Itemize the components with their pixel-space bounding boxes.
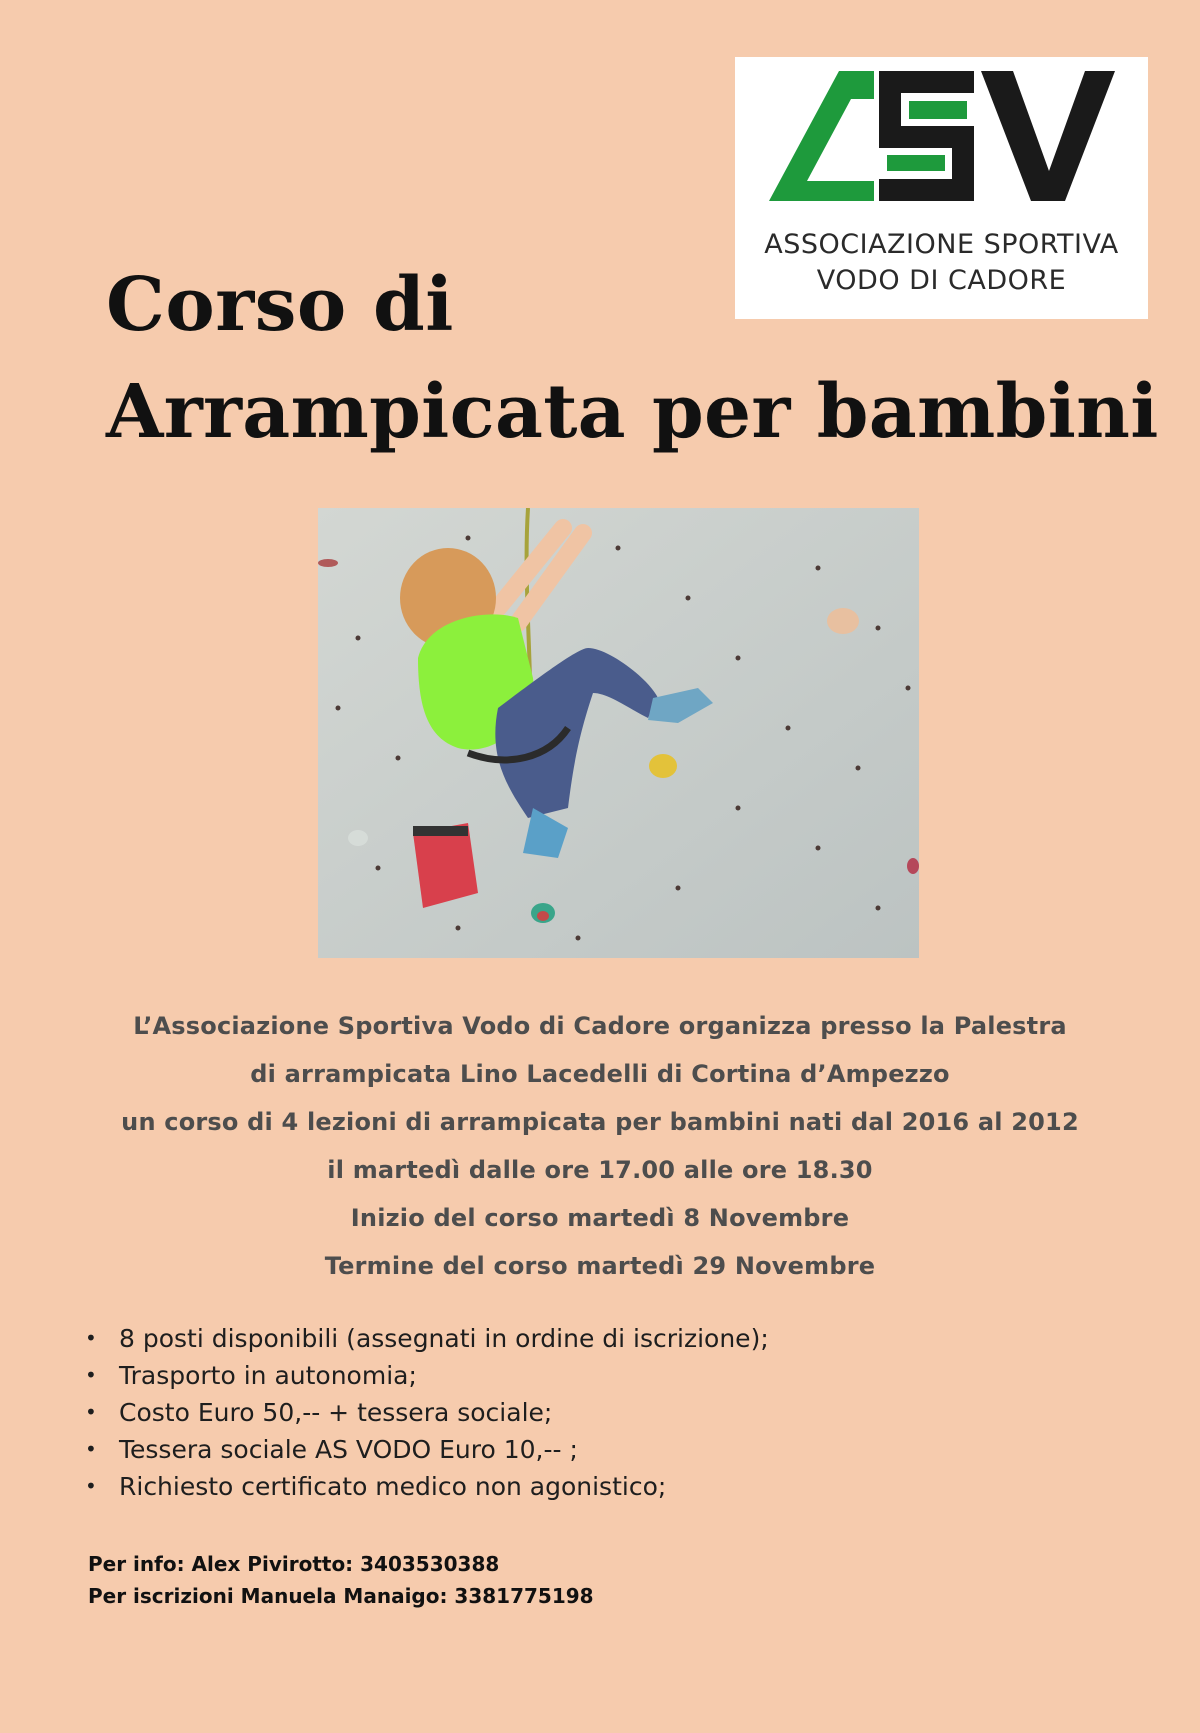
details-list xyxy=(85,1320,769,1505)
logo-line-2: VODO DI CADORE xyxy=(816,265,1067,296)
title-line-2: Arrampicata per bambini xyxy=(106,369,1159,455)
info-line-2: di arrampicata Lino Lacedelli di Cortina d’Ampezzo xyxy=(250,1060,950,1088)
bullet-icon: • xyxy=(85,1363,97,1387)
info-line-5: Inizio del corso martedì 8 Novembre xyxy=(350,1204,850,1232)
contact-registration: Per iscrizioni Manuela Manaigo: 3381775198 xyxy=(88,1584,594,1608)
title-line-1: Corso di xyxy=(106,262,454,348)
asv-logo-mark xyxy=(769,71,1115,201)
contact-info: Per info: Alex Pivirotto: 3403530388 xyxy=(88,1552,500,1576)
info-line-1: L’Associazione Sportiva Vodo di Cadore organizza presso la Palestra xyxy=(133,1012,1067,1040)
list-item xyxy=(85,1357,769,1394)
list-item-text: Tessera sociale AS VODO Euro 10,-- ; xyxy=(119,1435,578,1464)
list-item-text: Richiesto certificato medico non agonistico; xyxy=(119,1472,667,1501)
list-item-text: Trasporto in autonomia; xyxy=(119,1361,417,1390)
bullet-icon: • xyxy=(85,1437,97,1461)
list-item-text: 8 posti disponibili (assegnati in ordine di iscrizione); xyxy=(119,1324,769,1353)
logo xyxy=(735,57,1148,319)
list-item xyxy=(85,1431,769,1468)
bullet-icon: • xyxy=(85,1326,97,1350)
logo-line-1: ASSOCIAZIONE SPORTIVA xyxy=(764,229,1119,260)
list-item xyxy=(85,1394,769,1431)
list-item-text: Costo Euro 50,-- + tessera sociale; xyxy=(119,1398,553,1427)
info-line-3: un corso di 4 lezioni di arrampicata per bambini nati dal 2016 al 2012 xyxy=(121,1108,1079,1136)
info-line-6: Termine del corso martedì 29 Novembre xyxy=(324,1252,876,1280)
child-climbing-photo xyxy=(318,508,919,958)
list-item xyxy=(85,1468,769,1505)
bullet-icon: • xyxy=(85,1400,97,1424)
bullet-icon: • xyxy=(85,1474,97,1498)
list-item xyxy=(85,1320,769,1357)
info-line-4: il martedì dalle ore 17.00 alle ore 18.30 xyxy=(327,1156,873,1184)
